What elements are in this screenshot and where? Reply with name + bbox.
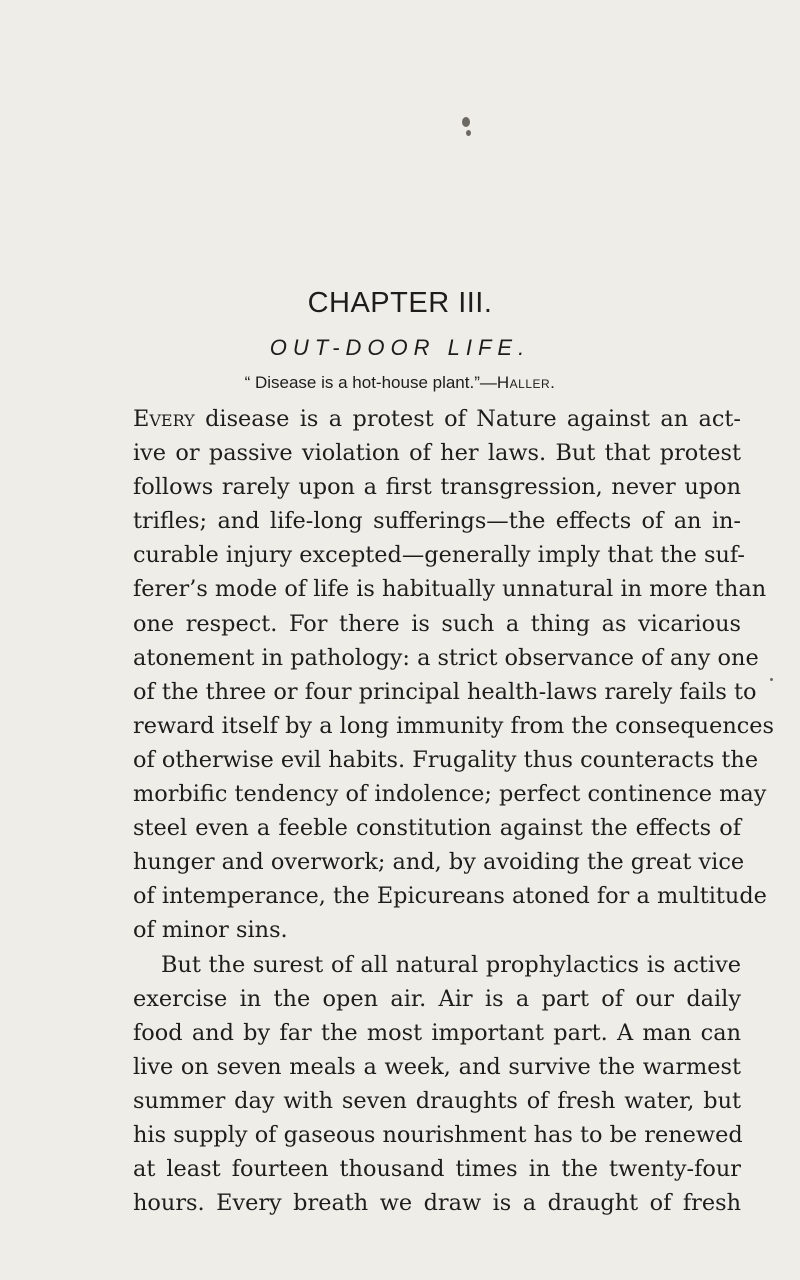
text-line: his supply of gaseous nourishment has to be renewed [133,1121,743,1148]
text-line: Every disease is a protest of Nature against an act- [133,406,741,432]
text-line: of intemperance, the Epicureans atoned for a multitude [133,883,767,910]
text-line: at least fourteen thousand times in the twenty-four [133,1156,741,1183]
text-line: food and by far the most important part. A man can [133,1019,741,1046]
epigraph [0,372,800,394]
text-line: of the three or four principal health-laws rarely fails to [133,678,757,705]
chapter-title: OUT-DOOR LIFE. [269,335,531,360]
paper-speck [466,130,471,136]
drop-word: Every [133,406,195,432]
epigraph-author: Haller. [496,373,556,392]
text-line: hunger and overwork; and, by avoiding the great vice [133,849,745,876]
text-line: ferer’s mode of life is habitually unnatural in more than [133,576,767,603]
text-line: live on seven meals a week, and survive the warmest [133,1053,741,1080]
text-line: hours. Every breath we draw is a draught of fresh [133,1190,741,1217]
text-line: exercise in the open air. Air is a part of our daily [133,985,741,1012]
text-line: reward itself by a long immunity from the consequences [133,712,775,739]
body-text [133,402,775,1220]
text-line: morbific tendency of indolence; perfect continence may [133,781,767,808]
text-line: trifles; and life-long sufferings—the effects of an in- [133,508,741,535]
text-line: of minor sins. [133,917,288,944]
chapter-heading: CHAPTER III. [307,287,493,319]
text-line: follows rarely upon a first transgression, never upon [133,474,741,501]
text-line: steel even a feeble constitution against the effects of [133,815,741,842]
text-line: curable injury excepted—generally imply that the suf- [133,542,745,569]
text-line: atonement in pathology: a strict observance of any one [133,644,759,671]
epigraph-quote: “ Disease is a hot-house plant.”— [244,373,497,392]
text-line: of otherwise evil habits. Frugality thus counteracts the [133,746,759,773]
text-line: one respect. For there is such a thing as vicarious [133,610,741,637]
paper-speck [462,117,470,127]
text-line: summer day with seven draughts of fresh water, but [133,1087,741,1114]
paper-speck [770,678,773,681]
text-line: But the surest of all natural prophylactics is active [161,951,741,978]
text-line: ive or passive violation of her laws. But that protest [133,440,741,467]
